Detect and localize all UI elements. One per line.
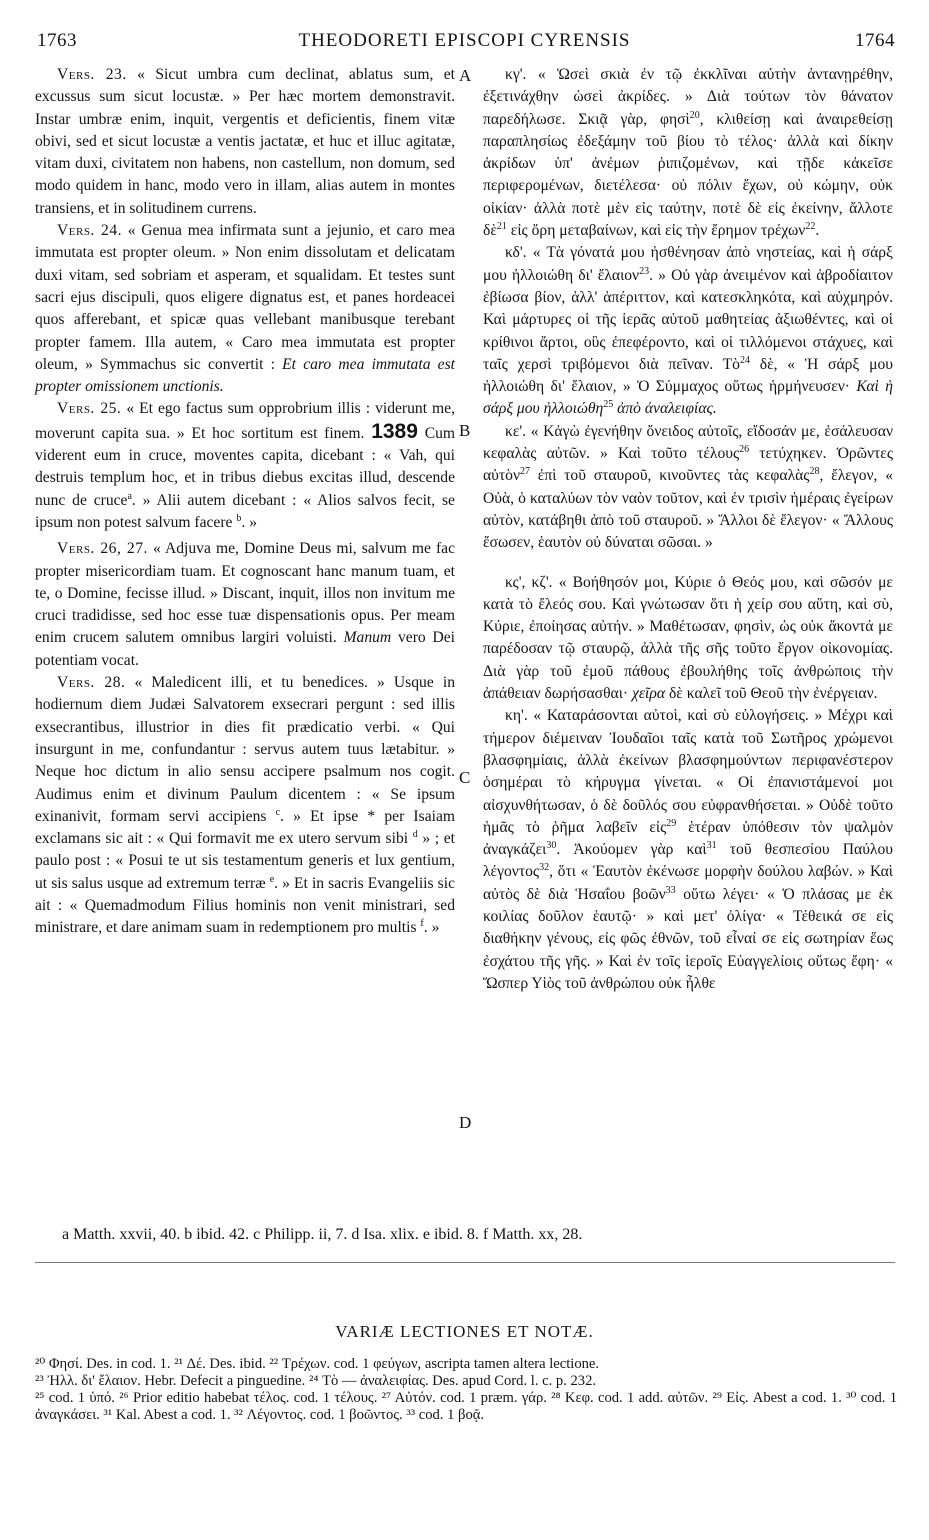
verse-text: εἰς ὄρη μεταβαίνων, καὶ εἰς τὴν ἔρημον τρέχων <box>506 222 806 240</box>
latin-verse-26-27 <box>35 538 455 672</box>
latin-column <box>35 64 455 940</box>
verse-text: δὲ καλεῖ τοῦ Θεοῦ τὴν ἐνέργειαν. <box>668 685 878 703</box>
verse-text: Cum viderent eum in cruce, moventes capita, dicebant : « Vah, qui destruis templum hoc, et in tribus diebus excitas illud, descende nunc de cruce <box>35 424 456 509</box>
note-line: ²⁵ cod. 1 ὑπό. ²⁶ Prior editio habebat τέλος. cod. 1 τέλους. ²⁷ Αὐτόν. cod. 1 præm. γάρ. ²⁸ Κεφ. cod. 1 add. αὐτῶν. ²⁹ Εἰς. Abest a cod. 1. ³⁰ cod. 1 ἀναγκάσει. ³¹ Kal. Abest a cod. 1. ³² Λέγοντος. cod. 1 βοῶντος. ³³ cod. 1 βοᾷ. <box>35 1390 897 1423</box>
margin-letter-d: D <box>459 1113 472 1132</box>
verse-text: , ἔλεγον, « Οὐὰ, ὁ καταλύων τὸν ναὸν τοῦτον, καὶ ἐν τρισὶν ἡμέραις ἐγείρων αὐτὸν, κατάβηθι ἀπὸ τοῦ σταυροῦ. » Ἄλλοι δὲ ἔλεγον· « Ἄλλους ἔσωσεν, ἑαυτὸν οὐ δύναται σῶσαι. » <box>483 467 893 552</box>
note-ref: 33 <box>665 884 676 896</box>
verse-text: « Ὡσεὶ σκιὰ ἐν τῷ ἐκκλῖναι αὐτὴν ἀντανῃρέθην, ἐξετινάχθην ὡσεὶ ἀκρίδες. » Διὰ τούτων τὸν θάνατον παρεδήλωσε. Σκιᾷ γὰρ, φησὶ <box>483 66 893 128</box>
note-ref: 20 <box>689 109 700 121</box>
verse-text: « Genua mea infirmata sunt a jejunio, et caro mea immutata est propter oleum. » Non enim dissolutam et delicatam duxi vitam, sed sobriam et asperam, et squalidam. Et testes sunt sacri ejus discipuli, quos eligere dignatus est, et panes hordeacei quos afferebant, et spicæ quas vellebant manibusque terebant propter famem. Illa autem, « Caro mea immutata est propter oleum, » Symmachus sic convertit : <box>35 222 455 373</box>
verse-text: . » Et in sacris Evangeliis sic ait : « Quemadmodum Filius hominis non venit ministrari, sed ministrare, et dare animam suam in redemptionem pro multis <box>35 874 455 937</box>
verse-text: ἑτέραν ὑπόθεσιν τὸν ψαλμὸν ἀναγκάζει <box>483 818 893 859</box>
running-header <box>0 30 929 56</box>
footnote-ref: a <box>127 490 132 502</box>
verse-text: « Sicut umbra cum declinat, ablatus sum, et excussus sum sicut locustæ. » Per hæc mortem demonstravit. Instar umbræ enim, inquit, vergentis et deficientis, finem vitæ obivi, sed et sicut locustæ a ventis jactatæ, et huc et illuc agitatæ, vitam duxi, civitatem non habens, non castellum, non domum, sed modo quidem in hanc, modo vero in illam, alias autem in montes transiens, et in solitudinem currens. <box>35 66 455 217</box>
verse-text: . Ἀκούομεν γὰρ καὶ <box>556 841 707 859</box>
symmachus-italic: Καὶ ἡ σάρξ μου ἠλλοιώθη <box>483 378 893 418</box>
margin-letter-a: A <box>459 66 472 85</box>
verse-label: Vers. 26, 27. <box>57 540 148 558</box>
note-line: ²⁰ Φησί. Des. in cod. 1. ²¹ Δέ. Des. ibid. ²² Τρέχων. cod. 1 φεύγων, ascripta tamen altera lectione. <box>35 1356 600 1372</box>
note-ref: 24 <box>739 354 750 366</box>
greek-column <box>483 64 893 995</box>
verse-label: κε'. <box>505 422 527 440</box>
page-number-left: 1763 <box>37 30 77 51</box>
italic-word: Manum <box>343 629 392 647</box>
note-ref: 29 <box>666 817 677 829</box>
verse-text: , κλιθείσῃ καὶ ἀναιρεθείσῃ παραπλησίως ἐδεξάμην τοῦ βίου τὸ τέλος· ἀλλὰ καὶ δίκην ἀκρίδων ὑπ' ἀνέμων ῥιπιζομένων, καὶ τῇδε κἀκεῖσε περιφερομένων, διετέλεσα· οὐ πόλιν ἔχων, οὐ κώμην, οὐκ οἰκίαν· ἀλλὰ ποτὲ μὲν εἰς ταύτην, ποτὲ δὲ εἰς ἐκείνην, ἄλλοτε δὲ <box>483 110 893 240</box>
variae-title: VARIÆ LECTIONES ET NOTÆ. <box>335 1322 594 1341</box>
italic-word: χεῖρα <box>632 685 666 703</box>
verse-label: κγ'. <box>505 66 527 83</box>
greek-verse-23 <box>483 64 893 242</box>
column-number: 1389 <box>371 419 418 443</box>
note-ref: 32 <box>539 862 550 874</box>
verse-text: « Et ego factus sum opprobrium illis : viderunt me, moverunt capita sua. » Et hoc sortitum est finem. <box>35 400 455 442</box>
verse-label: κη'. <box>505 707 528 725</box>
latin-verse-28 <box>35 672 455 940</box>
note-line: ²³ Ἠλλ. δι' ἔλαιον. Hebr. Defecit a pinguedine. ²⁴ Τὸ — ἀναλειφίας. Des. apud Cord. l. c. p. 232. <box>35 1373 597 1389</box>
verse-text: ἐπὶ τοῦ σταυροῦ, κινοῦντες τὰς κεφαλὰς <box>530 467 810 485</box>
verse-text: . » <box>423 919 440 937</box>
note-ref: 30 <box>546 839 557 851</box>
note-ref: 26 <box>739 443 750 455</box>
latin-verse-23 <box>35 64 455 220</box>
verse-text: . » <box>241 513 257 531</box>
running-title: THEODORETI EPISCOPI CYRENSIS <box>298 30 631 51</box>
footnote-ref: d <box>412 828 418 840</box>
verse-text: . » Et ipse * per Isaiam exclamans sic ait : « Qui formavit me ex utero servum sibi <box>35 807 455 848</box>
note-ref: 22 <box>805 220 816 232</box>
footnote-ref: c <box>275 806 281 818</box>
symmachus-italic: ἀπὸ ἀναλειφίας. <box>617 400 717 418</box>
note-ref: 28 <box>809 466 820 478</box>
verse-text: οὕτω λέγει· « Ὁ πλάσας με ἐκ κοιλίας δοῦλον ἑαυτῷ· » καὶ μετ' ὀλίγα· « Τέθεικά σε εἰς διαθήκην γένους, εἰς φῶς ἐθνῶν, τοῦ εἶναί σε εἰς σωτηρίαν ἕως ἐσχάτου τῆς γῆς. » Καὶ ἐν τοῖς ἱεροῖς Εὐαγγελίοις οὕτως ἔφη· « Ὥσπερ Υἱὸς τοῦ ἀνθρώπου οὐκ ἦλθε <box>483 885 893 992</box>
verse-text: , ὅτι « Ἑαυτὸν ἐκένωσε μορφὴν δούλου λαβών. » Καὶ αὐτὸς δὲ διὰ Ἡσαΐου βοῶν <box>483 863 893 903</box>
note-ref: 27 <box>520 466 531 478</box>
greek-verse-28 <box>483 705 893 995</box>
scripture-footnotes: a Matth. xxvii, 40. b ibid. 42. c Philipp. ii, 7. d Isa. xlix. e ibid. 8. f Matth. xx, 28. <box>62 1226 583 1243</box>
note-ref: 21 <box>496 220 507 232</box>
verse-text: τετύχηκεν. Ὁρῶντες αὐτὸν <box>483 445 894 485</box>
page-number-right: 1764 <box>855 30 895 51</box>
margin-letter-c: C <box>459 768 471 787</box>
verse-label: Vers. 23. <box>57 66 127 83</box>
greek-verse-26-27 <box>483 572 893 706</box>
verse-label: Vers. 25. <box>57 400 122 418</box>
verse-label: Vers. 28. <box>57 674 126 692</box>
verse-text: τοῦ θεσπεσίου Παύλου λέγοντος <box>483 841 893 881</box>
verse-text: « Τὰ γόνατά μου ἠσθένησαν ἀπὸ νηστείας, καὶ ἡ σάρξ μου ἠλλοιώθη δι' ἔλαιον <box>483 244 893 284</box>
verse-label: κς', κζ'. <box>505 573 553 591</box>
verse-text: δὲ, « Ἡ σάρξ μου ἠλλοιώθη δι' ἔλαιον, » Ὁ Σύμμαχος οὕτως ἡρμήνευσεν· <box>483 355 893 396</box>
verse-text: . » Alii autem dicebant : « Alios salvos fecit, se ipsum non potest salvum facere <box>35 491 455 531</box>
verse-text: . » Οὐ γὰρ ἀνειμένον καὶ ἁβροδίαιτον ἐβίωσα βίον, ἀλλ' ἀπέριττον, καὶ κατεσκληκότα, καὶ αὐχμηρόν. Καὶ μάρτυρες οἱ τῆς ἱερᾶς αὐτοῦ μαθητείας ἀξιωθέντες, καὶ οἱ κρίθινοι ἄρτοι, οὓς ἐπεφέροντο, καὶ οἱ τιλλόμενοι στάχυες, καὶ ταῖς χερσὶ τριβόμενοι διὰ πεῖναν. Τὸ <box>483 266 893 373</box>
latin-verse-24 <box>35 220 455 398</box>
greek-verse-25 <box>483 421 893 555</box>
verse-text: vero Dei potentiam vocat. <box>35 629 455 669</box>
note-ref: 31 <box>706 839 717 851</box>
margin-letter-b: B <box>459 421 471 440</box>
latin-verse-25 <box>35 398 455 534</box>
verse-text: « Κἀγὼ ἐγενήθην ὄνειδος αὐτοῖς, εἴδοσάν με, ἐσάλευσαν κεφαλὰς αὐτῶν. » Καὶ τοῦτο τέλους <box>483 422 893 463</box>
verse-text: « Βοήθησόν μοι, Κύριε ὁ Θεός μου, καὶ σῶσόν με κατὰ τὸ ἔλεός σου. Καὶ γνώτωσαν ὅτι ἡ χείρ σου αὕτη, καὶ σὺ, Κύριε, ἐποίησας αὐτήν. » Μαθέτωσαν, φησὶν, ὡς οὐκ ἄκοντά με παρέδοσαν τῷ σταυρῷ, ἀλλὰ τῆς σῆς τοῦτο ἔργον οἰκονομίας. Διὰ γὰρ τοῦ ἐμοῦ πάθους ἐβουλήθης τοῖς ἀνθρώποις τὴν ἀπάθειαν δωρήσασθαι· <box>483 573 893 703</box>
greek-verse-24 <box>483 242 893 420</box>
footnote-ref: b <box>236 512 242 524</box>
symmachus-italic: Et caro mea immutata est propter omissionem unctionis. <box>35 355 455 396</box>
footnote-ref: f <box>420 918 424 930</box>
verse-text: « Maledicent illi, et tu benedices. » Usque in hodiernum diem Judæi Salvatorem exsecrari pergunt : sed illis exsecrantibus, illustrior in dies fit prædicatio verbi. « Qui insurgunt in me, confundantur : servus autem tuus lætabitur. » Neque hoc dictum in alio sensu accipere psalmum nos cogit. Audimus enim et divinum Paulum dicentem : « Se ipsum exinanivit, formam servi accipiens <box>35 674 455 825</box>
verse-text: « Adjuva me, Domine Deus mi, salvum me fac propter misericordiam tuam. Et cognoscant hanc manum tuam, et te, o Domine, fecisse illud. » Discant, inquit, illos non invitum me cruci tradidisse, sed hoc esse tuæ dispensationis opus. Per meam enim crucem salutem omnibus largiri voluisti. <box>35 540 455 647</box>
verse-label: κδ'. <box>505 244 527 262</box>
verse-text: » ; et paulo post : « Posui te ut sis testamentum generis et lux gentium, ut sis salus usque ad extremum terræ <box>35 830 456 892</box>
footnote-ref: e <box>269 873 275 885</box>
verse-text: . <box>815 222 820 240</box>
variae-notes <box>35 1356 897 1424</box>
verse-label: Vers. 24. <box>57 222 123 240</box>
divider <box>35 1262 895 1263</box>
verse-text: « Καταράσονται αὐτοὶ, καὶ σὺ εὐλογήσεις. » Μέχρι καὶ τήμερον διέμειναν Ἰουδαῖοι ταῖς κατὰ τοῦ Σωτῆρος χρώμενοι βλασφημίαις, ἀλλὰ ἐκείνων βλασφημούντων περιφανέστερον ὁσημέραι τὸ κήρυγμα γίνεται. « Οἱ ἐπανιστάμενοί μοι αἰσχυνθήτωσαν, ὁ δὲ δοῦλός σου εὐφρανθήσεται. » Οὐδὲ τοῦτο ἡμᾶς τὸ ῥῆμα λαβεῖν εἰς <box>483 707 893 836</box>
note-ref: 23 <box>639 265 650 277</box>
note-ref: 25 <box>603 399 614 411</box>
